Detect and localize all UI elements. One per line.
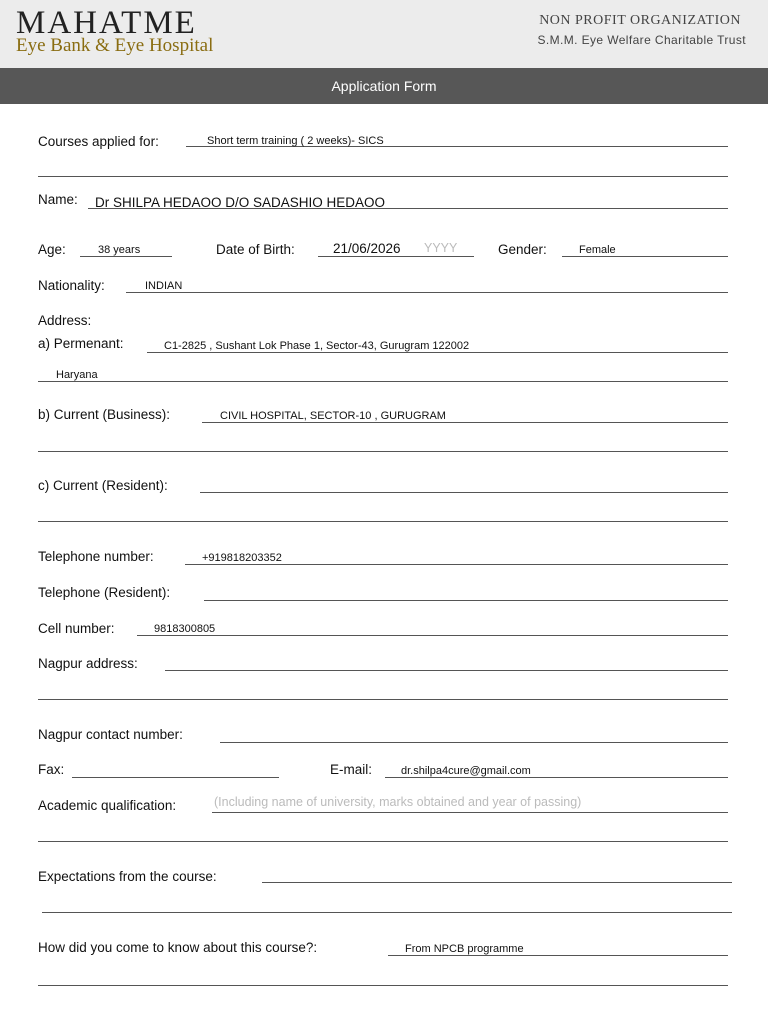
expectations-label: Expectations from the course: [38,869,217,884]
age-label: Age: [38,242,66,257]
cell-label: Cell number: [38,621,115,636]
academic-placeholder: (Including name of university, marks obtained and year of passing) [214,795,582,809]
telephone-value: +919818203352 [202,552,282,564]
courses-label: Courses applied for: [38,134,159,149]
gender-field[interactable] [562,256,728,257]
gender-value: Female [579,244,616,256]
name-label: Name: [38,192,78,207]
how-know-value: From NPCB programme [405,943,524,955]
expectations-field[interactable] [262,882,732,883]
fax-field[interactable] [72,777,279,778]
age-field[interactable] [80,256,172,257]
email-label: E-mail: [330,762,373,777]
current-resident-field[interactable] [200,492,728,493]
form-title: Application Form [0,68,768,104]
nationality-label: Nationality: [38,278,105,293]
how-know-field-2[interactable] [38,985,728,986]
address-label: Address: [38,313,92,328]
nagpur-contact-label: Nagpur contact number: [38,727,183,742]
academic-field[interactable] [212,812,728,813]
telephone-label: Telephone number: [38,549,154,564]
current-business-field-2[interactable] [38,451,728,452]
name-value: Dr SHILPA HEDAOO D/O SADASHIO HEDAOO [95,195,386,210]
permanent-address-field[interactable] [147,352,728,353]
permanent-address-line1: C1-2825 , Sushant Lok Phase 1, Sector-43, Gurugram 122002 [164,340,470,352]
courses-extra-line[interactable] [38,176,728,177]
dob-value: 21/06/2026 [333,241,401,256]
dob-field[interactable] [318,256,474,257]
nagpur-contact-field[interactable] [220,742,728,743]
organization-name: NON PROFIT ORGANIZATION [539,13,741,28]
organization-trust: S.M.M. Eye Welfare Charitable Trust [537,33,746,47]
nagpur-address-field-2[interactable] [38,699,728,700]
telephone-resident-label: Telephone (Resident): [38,585,171,600]
how-know-field[interactable] [388,955,728,956]
letterhead [0,0,768,68]
age-value: 38 years [98,244,141,256]
logo-subtitle: Eye Bank & Eye Hospital [16,35,214,56]
fax-label: Fax: [38,762,65,777]
academic-field-2[interactable] [38,841,728,842]
academic-label: Academic qualification: [38,798,177,813]
dob-placeholder: YYYY [424,241,458,255]
nationality-field[interactable] [126,292,728,293]
nagpur-address-label: Nagpur address: [38,656,138,671]
expectations-field-2[interactable] [42,912,732,913]
current-business-field[interactable] [202,422,728,423]
permanent-address-line2: Haryana [56,369,98,381]
logo-title: MAHATME [16,5,197,41]
telephone-field[interactable] [185,564,728,565]
gender-label: Gender: [498,242,547,257]
email-field[interactable] [385,777,728,778]
nationality-value: INDIAN [145,280,183,292]
current-resident-field-2[interactable] [38,521,728,522]
permanent-address-field-2[interactable] [38,381,728,382]
permanent-label: a) Permenant: [38,336,124,351]
nagpur-address-field[interactable] [165,670,728,671]
telephone-resident-field[interactable] [204,600,728,601]
dob-label: Date of Birth: [216,242,295,257]
current-business-label: b) Current (Business): [38,407,171,422]
how-know-label: How did you come to know about this course?: [38,940,318,955]
courses-value: Short term training ( 2 weeks)- SICS [207,135,384,147]
current-business-value: CIVIL HOSPITAL, SECTOR-10 , GURUGRAM [220,410,446,422]
email-value: dr.shilpa4cure@gmail.com [401,765,531,777]
cell-value: 9818300805 [154,623,216,635]
cell-field[interactable] [137,635,728,636]
current-resident-label: c) Current (Resident): [38,478,168,493]
